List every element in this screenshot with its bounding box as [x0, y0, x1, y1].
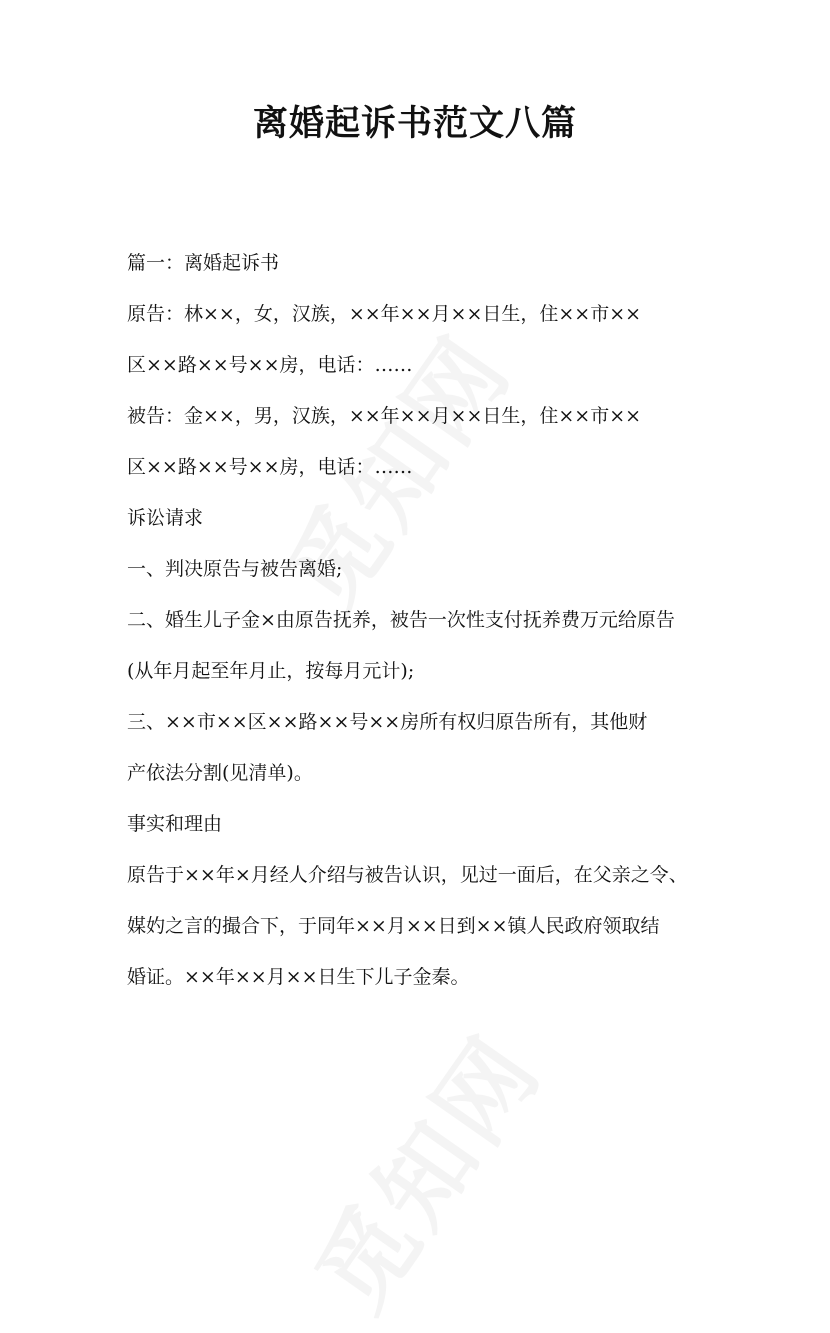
body-line: 区××路××号××房，电话：…… — [127, 456, 413, 478]
body-line: 原告：林××，女，汉族，××年××月××日生，住××市×× — [127, 303, 642, 325]
section-heading: 事实和理由 — [127, 813, 223, 835]
body-line: 三、××市××区××路××号××房所有权归原告所有，其他财 — [127, 711, 648, 733]
watermark — [279, 1004, 567, 1333]
body-line: 婚证。××年××月××日生下儿子金秦。 — [127, 966, 470, 988]
section-heading: 诉讼请求 — [127, 507, 204, 529]
body-line: 产依法分割(见清单)。 — [127, 762, 313, 784]
body-line: 媒妁之言的撮合下，于同年××月××日到××镇人民政府领取结 — [127, 915, 660, 937]
body-line: 区××路××号××房，电话：…… — [127, 354, 413, 376]
body-line: 一、判决原告与被告离婚; — [127, 558, 343, 580]
body-line: 二、婚生儿子金×由原告抚养，被告一次性支付抚养费万元给原告 — [127, 609, 675, 631]
body-line: (从年月起至年月止，按每月元计); — [127, 660, 415, 682]
section-heading: 篇一：离婚起诉书 — [127, 252, 280, 274]
document-body — [127, 238, 717, 1003]
body-line: 被告：金××，男，汉族，××年××月××日生，住××市×× — [127, 405, 642, 427]
page-title: 离婚起诉书范文八篇 — [252, 103, 577, 144]
body-line: 原告于××年×月经人介绍与被告认识，见过一面后，在父亲之令、 — [127, 864, 688, 886]
